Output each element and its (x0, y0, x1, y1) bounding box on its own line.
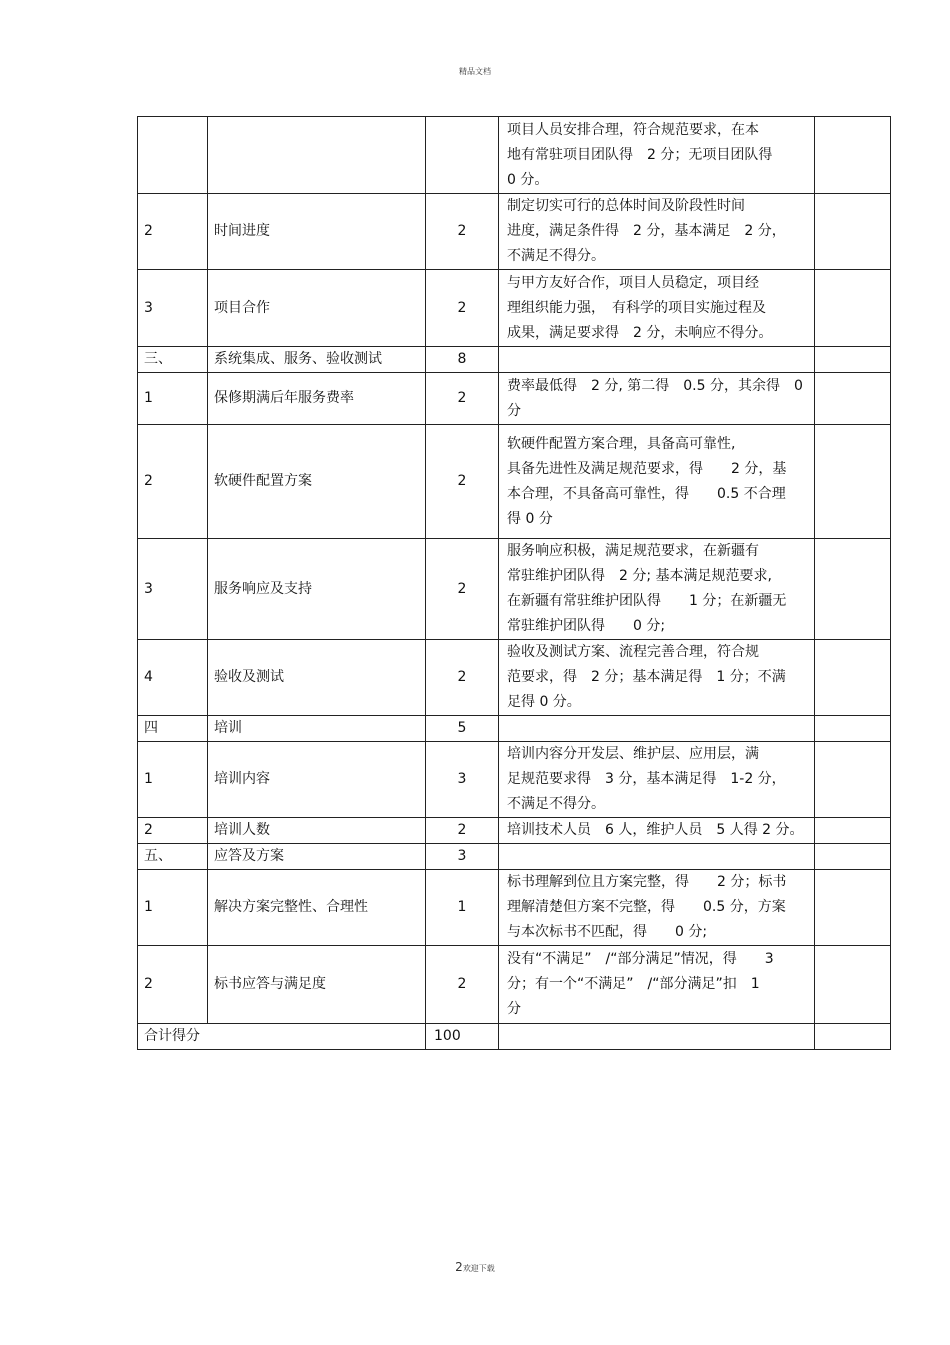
row-criteria (499, 742, 815, 818)
table-row (138, 117, 891, 194)
criteria-line: 培训内容分开发层、维护层、应用层，满 (507, 746, 759, 762)
row-criteria (499, 946, 815, 1024)
table-row (138, 347, 891, 373)
row-number: 3 (138, 270, 208, 347)
row-number: 2 (138, 425, 208, 539)
row-score: 2 (426, 425, 499, 539)
footer-text: 欢迎下载 (462, 1264, 495, 1273)
row-number: 五、 (138, 844, 208, 870)
criteria-line: 费率最低得 2 分, 第二得 0.5 分，其余得 0 (507, 377, 803, 394)
criteria-line: 成果，满足要求得 2 分，未响应不得分。 (507, 324, 773, 341)
row-score (426, 117, 499, 194)
table-row (138, 870, 891, 946)
row-criteria (499, 716, 815, 742)
row-remark (815, 194, 891, 270)
row-item: 项目合作 (208, 270, 426, 347)
table-row (138, 818, 891, 844)
table-row (138, 946, 891, 1024)
row-criteria (499, 640, 815, 716)
row-number: 1 (138, 742, 208, 818)
row-score: 3 (426, 844, 499, 870)
criteria-line: 与本次标书不匹配，得 0 分; (507, 924, 708, 940)
row-item: 培训人数 (208, 818, 426, 844)
criteria-line: 本合理，不具备高可靠性，得 0.5 不合理 (507, 485, 786, 502)
row-number: 1 (138, 870, 208, 946)
row-item: 保修期满后年服务费率 (208, 373, 426, 425)
row-number: 2 (138, 818, 208, 844)
criteria-line: 0 分。 (507, 171, 549, 188)
criteria-line: 足得 0 分。 (507, 694, 581, 710)
criteria-line: 标书理解到位且方案完整，得 2 分；标书 (507, 874, 787, 890)
row-item: 验收及测试 (208, 640, 426, 716)
row-score: 2 (426, 194, 499, 270)
row-criteria (499, 373, 815, 425)
table-row (138, 640, 891, 716)
page-footer (0, 1260, 950, 1274)
row-number (138, 117, 208, 194)
row-criteria (499, 194, 815, 270)
table-row (138, 716, 891, 742)
criteria-line: 不满足不得分。 (507, 248, 605, 264)
total-score (426, 1024, 499, 1050)
row-score: 8 (426, 347, 499, 373)
row-remark (815, 844, 891, 870)
row-criteria (499, 270, 815, 347)
page-header: 精品文档 (459, 67, 491, 76)
total-row (138, 1024, 891, 1050)
row-number: 3 (138, 539, 208, 640)
total-score-value: 100 (434, 1028, 461, 1044)
row-remark (815, 539, 891, 640)
row-item: 系统集成、服务、验收测试 (208, 347, 426, 373)
criteria-line: 分；有一个“不满足” /“部分满足”扣 1 (507, 976, 760, 992)
criteria-line: 制定切实可行的总体时间及阶段性时间 (507, 198, 745, 214)
criteria-line: 培训技术人员 6 人，维护人员 5 人得 2 分。 (507, 822, 804, 838)
row-number: 四 (138, 716, 208, 742)
row-criteria (499, 818, 815, 844)
criteria-line: 服务响应积极，满足规范要求，在新疆有 (507, 543, 759, 559)
total-criteria-cell (499, 1024, 815, 1050)
criteria-line: 与甲方友好合作，项目人员稳定，项目经 (507, 274, 759, 291)
row-criteria (499, 844, 815, 870)
criteria-line: 范要求，得 2 分；基本满足得 1 分；不满 (507, 669, 786, 685)
criteria-line: 分 (507, 1001, 521, 1017)
row-score: 1 (426, 870, 499, 946)
total-remark-cell (815, 1024, 891, 1050)
criteria-line: 具备先进性及满足规范要求，得 2 分，基 (507, 460, 787, 477)
row-remark (815, 640, 891, 716)
row-item: 解决方案完整性、合理性 (208, 870, 426, 946)
row-criteria (499, 870, 815, 946)
row-score: 2 (426, 539, 499, 640)
table-body (138, 117, 891, 1050)
table-row (138, 425, 891, 539)
row-remark (815, 818, 891, 844)
table-row (138, 270, 891, 347)
row-remark (815, 270, 891, 347)
row-remark (815, 425, 891, 539)
row-score: 2 (426, 640, 499, 716)
row-number: 4 (138, 640, 208, 716)
row-score: 2 (426, 818, 499, 844)
row-remark (815, 946, 891, 1024)
table-row (138, 373, 891, 425)
row-item (208, 117, 426, 194)
row-remark (815, 117, 891, 194)
criteria-line: 在新疆有常驻维护团队得 1 分；在新疆无 (507, 593, 787, 609)
row-number: 1 (138, 373, 208, 425)
row-item: 培训内容 (208, 742, 426, 818)
criteria-line: 软硬件配置方案合理，具备高可靠性, (507, 435, 736, 452)
criteria-line: 地有常驻项目团队得 2 分；无项目团队得 (507, 146, 773, 163)
criteria-line: 理解清楚但方案不完整，得 0.5 分，方案 (507, 899, 786, 915)
row-score: 2 (426, 946, 499, 1024)
row-item: 时间进度 (208, 194, 426, 270)
row-item: 应答及方案 (208, 844, 426, 870)
row-remark (815, 870, 891, 946)
table-row (138, 844, 891, 870)
row-item: 服务响应及支持 (208, 539, 426, 640)
criteria-line: 项目人员安排合理，符合规范要求，在本 (507, 121, 759, 138)
row-criteria (499, 425, 815, 539)
row-item: 标书应答与满足度 (208, 946, 426, 1024)
criteria-line: 得 0 分 (507, 510, 553, 527)
row-score: 2 (426, 373, 499, 425)
row-number: 2 (138, 194, 208, 270)
criteria-line: 没有“不满足” /“部分满足”情况，得 3 (507, 951, 774, 967)
row-score: 3 (426, 742, 499, 818)
row-remark (815, 373, 891, 425)
table-row (138, 194, 891, 270)
criteria-line: 常驻维护团队得 2 分; 基本满足规范要求, (507, 568, 772, 584)
row-criteria (499, 539, 815, 640)
total-label: 合计得分 (138, 1024, 426, 1050)
table-row (138, 742, 891, 818)
row-number: 2 (138, 946, 208, 1024)
row-remark (815, 742, 891, 818)
criteria-line: 验收及测试方案、流程完善合理，符合规 (507, 644, 759, 660)
page-number: 2 (455, 1260, 463, 1274)
criteria-line: 理组织能力强， 有科学的项目实施过程及 (507, 299, 766, 316)
row-score: 5 (426, 716, 499, 742)
row-remark (815, 716, 891, 742)
table-row (138, 539, 891, 640)
row-score: 2 (426, 270, 499, 347)
criteria-line: 分 (507, 402, 521, 419)
criteria-line: 足规范要求得 3 分，基本满足得 1-2 分， (507, 771, 786, 787)
row-remark (815, 347, 891, 373)
criteria-line: 进度，满足条件得 2 分，基本满足 2 分， (507, 223, 786, 239)
criteria-line: 常驻维护团队得 0 分; (507, 618, 666, 634)
criteria-line: 不满足不得分。 (507, 796, 605, 812)
row-criteria (499, 117, 815, 194)
row-number: 三、 (138, 347, 208, 373)
row-criteria (499, 347, 815, 373)
scoring-table (137, 116, 891, 1050)
row-item: 软硬件配置方案 (208, 425, 426, 539)
row-item: 培训 (208, 716, 426, 742)
